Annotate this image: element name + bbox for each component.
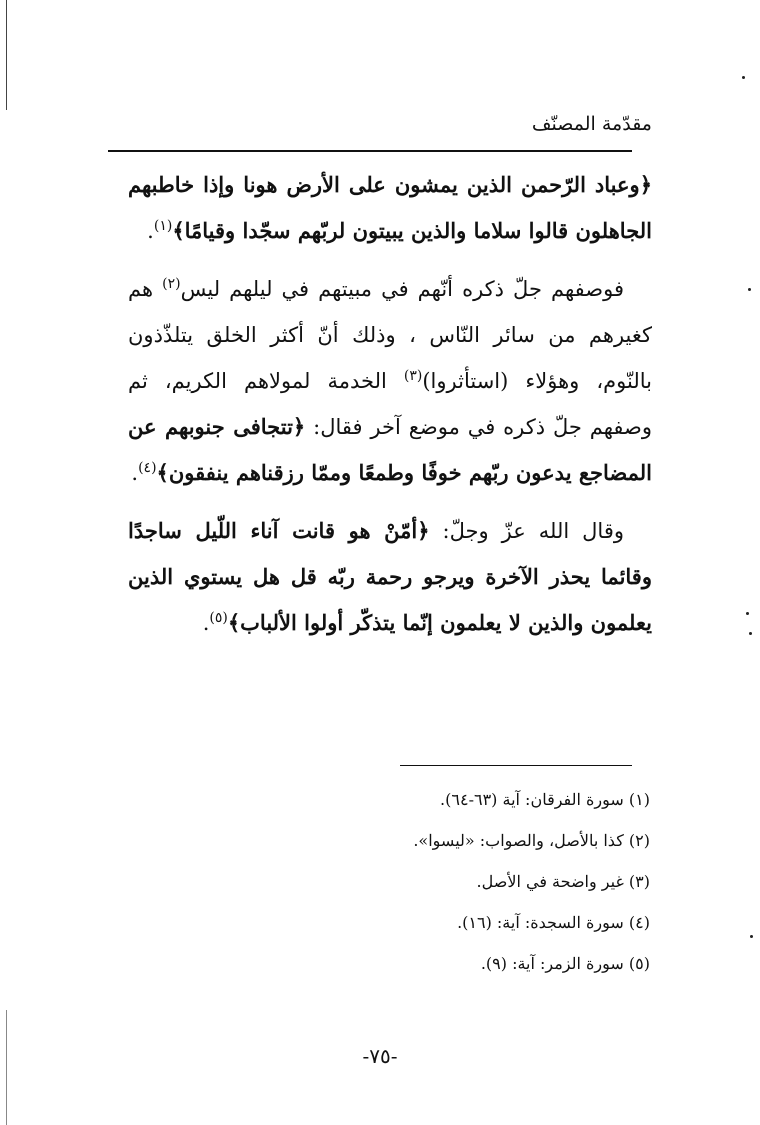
scan-speck	[750, 935, 753, 938]
footnote-item: (٢) كذا بالأصل، والصواب: «ليسوا».	[413, 831, 650, 850]
footnotes-list	[250, 788, 650, 993]
quran-verse: ﴿وعباد الرّحمن الذين يمشون على الأرض هونا وإذا خاطبهم الجاهلون قالوا سلاما والذين يبيتون لربّهم سجّدا وقيامًا﴾	[128, 172, 652, 243]
quran-verse: ﴿تتجافى جنوبهم عن المضاجع يدعون ربّهم خوفًا وطمعًا وممّا رزقناهم ينفقون﴾	[128, 414, 652, 485]
scan-speck	[746, 612, 749, 615]
paragraph-end: .	[202, 611, 210, 635]
scan-speck	[749, 632, 752, 635]
page-number: -٧٥-	[362, 1044, 398, 1068]
footnote-item: (١) سورة الفرقان: آية (٦٣-٦٤).	[440, 790, 650, 809]
paragraph-text: وقال الله عزّ وجلّ:	[429, 519, 625, 543]
paragraph-text: فوصفهم جلّ ذكره أنّهم في مبيتهم في ليلهم ليس	[180, 277, 624, 301]
paragraph-end: .	[147, 219, 154, 243]
footnote-item: (٤) سورة السجدة: آية: (١٦).	[457, 913, 650, 932]
scan-speck	[742, 76, 745, 79]
footnote-item: (٣) غير واضحة في الأصل.	[476, 872, 650, 891]
paragraph-text: الخدمة لمولاهم الكريم، ثم وصفهم جلّ ذكره في موضع آخر فقال:	[128, 369, 652, 439]
footnote-ref-3[interactable]: (٣)	[403, 368, 423, 384]
footnote-ref-5[interactable]: (٥)	[209, 610, 228, 626]
header-rule	[108, 150, 632, 152]
footnote-item: (٥) سورة الزمر: آية: (٩).	[480, 954, 650, 973]
paragraph-2	[128, 266, 652, 496]
footnote-ref-2[interactable]: (٢)	[162, 276, 181, 292]
scan-speck	[748, 288, 751, 291]
running-head: مقدّمة المصنّف	[531, 113, 652, 135]
footnote-rule	[400, 765, 632, 766]
footnote-ref-1[interactable]: (١)	[153, 218, 173, 234]
paragraph-3	[128, 508, 652, 646]
quran-verse: ﴿أمّنْ هو قانت آناء اللّيل ساجدًا وقائما يحذر الآخرة ويرجو رحمة ربّه قل هل يستوي الذين يعلمون والذين لا يعلمون إنّما يتذكّر أولوا الألباب﴾	[128, 518, 652, 635]
paragraph-end: .	[131, 461, 139, 485]
scan-edge-line	[6, 0, 7, 110]
paragraph-1	[128, 162, 652, 254]
footnote-ref-4[interactable]: (٤)	[138, 460, 157, 476]
main-text	[128, 162, 652, 658]
paragraph-text: هم كغيرهم من سائر النّاس ، وذلك أنّ أكثر الخلق يتلذّذون بالنّوم، وهؤلاء (استأثروا)	[128, 277, 652, 393]
